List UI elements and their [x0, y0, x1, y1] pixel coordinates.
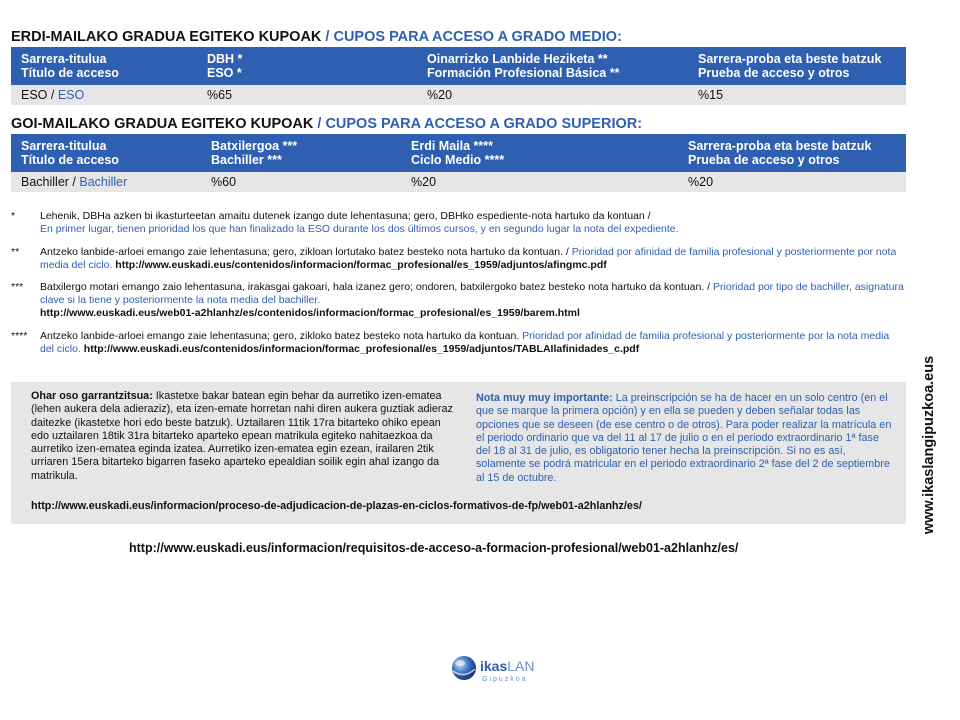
notice-es	[476, 392, 896, 485]
footnote-link[interactable]: http://www.euskadi.eus/web01-a2hlanhz/es/contenidos/informacion/formac_profesional/es_1959/barem.html	[40, 307, 580, 319]
notice-eu	[31, 390, 456, 483]
header-cell: Erdi Maila **** Ciclo Medio ****	[411, 139, 505, 167]
row-value: %20	[411, 175, 437, 189]
table-grado-superior	[11, 134, 906, 192]
header-cell: Sarrera-titulua Título de acceso	[21, 139, 119, 167]
notice-es-title: Nota muy muy importante:	[476, 392, 616, 404]
row-value: %60	[211, 175, 237, 189]
heading-eu: ERDI-MAILAKO GRADUA EGITEKO KUPOAK	[11, 29, 322, 45]
table-header	[11, 134, 906, 172]
footnote-link[interactable]: http://www.euskadi.eus/contenidos/informacion/formac_profesional/es_1959/adjuntos/afingmc.pdf	[115, 259, 607, 271]
table-row	[11, 172, 906, 192]
heading-grado-superior	[11, 116, 642, 132]
logo-subtitle: Gipuzkoa	[482, 676, 528, 683]
footnote-es: Prioridad por afinidad de familia profesional y posteriormente por nota media del ciclo.	[40, 246, 897, 271]
globe-icon	[450, 654, 478, 682]
notice-eu-title: Ohar oso garrantzitsua:	[31, 390, 156, 402]
footnote	[11, 330, 906, 356]
footnote-es: Prioridad por afinidad de familia profesional y posteriormente por la nota media del ciclo.	[40, 330, 890, 355]
adjudicacion-link[interactable]: http://www.euskadi.eus/informacion/proceso-de-adjudicacion-de-plazas-en-ciclos-formativos-de-fp/web01-a2hlanhz/es/	[31, 500, 642, 512]
heading-es: / CUPOS PARA ACCESO A GRADO MEDIO:	[321, 29, 622, 45]
footnote-mark: **	[11, 246, 20, 258]
footnote-es: Prioridad por tipo de bachiller, asignatura clave si la tiene y posteriormente la nota media del bachiller.	[40, 281, 904, 306]
notice-eu-text: Ikastetxe bakar batean egin behar da aurretiko izen-ematea (lehen aukera dela adieraziz), eta izen-emate horretan nahi diren aukera guztiak adieraz daitezke (ikastetxe hori edo beste batzuk). Uztailaren 11tik 17ra bitarteko ohiko epean edo uztailaren 18tik 31ra bitarteko aparteko epean matrikula egiteko nahitaezkoa da aurretiko izen-ematea eginda izatea. Aurretiko izen-ematea egin ezean, irailaren 2tik urriaren 15era bitarteko bigarren faseko aparteko epealdian soilik egin ahal izango da matrikula.	[31, 390, 453, 482]
row-title: Bachiller / Bachiller	[21, 175, 128, 189]
table-grado-medio	[11, 47, 906, 105]
row-title: ESO / ESO	[21, 88, 85, 102]
header-cell: Sarrera-titulua Título de acceso	[21, 52, 119, 80]
heading-es: / CUPOS PARA ACCESO A GRADO SUPERIOR:	[313, 116, 643, 132]
header-cell: Sarrera-proba eta beste batzuk Prueba de acceso y otros	[698, 52, 882, 80]
logo-wordmark: ikasLAN	[480, 658, 535, 674]
header-cell: Batxilergoa *** Bachiller ***	[211, 139, 298, 167]
footnote	[11, 246, 906, 272]
row-value: %15	[698, 88, 724, 102]
heading-eu: GOI-MAILAKO GRADUA EGITEKO KUPOAK	[11, 116, 314, 132]
row-value: %65	[207, 88, 233, 102]
footnote-eu: Batxilergo motari emango zaio lehentasuna, irakasgai gakoari, hala izanez gero; ondoren, batxilergoko batez besteko nota hartuko da kontuan. /	[40, 281, 714, 293]
header-cell: DBH * ESO *	[207, 52, 243, 80]
footnote-mark: ****	[11, 330, 28, 342]
table-header	[11, 47, 906, 85]
footnote-eu: Lehenik, DBHa azken bi ikasturteetan amaitu dutenek izango dute lehentasuna; gero, DBHko espediente-nota hartuko da kontuan /	[40, 210, 651, 222]
side-url-text: www.ikaslangipuzkoa.eus	[921, 355, 937, 535]
table-row	[11, 85, 906, 105]
heading-grado-medio	[11, 29, 622, 45]
footnote	[11, 281, 906, 320]
footnote-link[interactable]: http://www.euskadi.eus/contenidos/informacion/formac_profesional/es_1959/adjuntos/TABLAIlafinidades_c.pdf	[83, 343, 640, 355]
important-notice-box	[11, 382, 906, 524]
row-value: %20	[688, 175, 714, 189]
footnote-eu: Antzeko lanbide-arloei emango zaie lehentasuna; gero, zikloan lortutako batez besteko nota hartuko da kontuan. /	[40, 246, 572, 258]
notice-es-text: La preinscripción se ha de hacer en un solo centro (en el que se marque la primera opción) y en ella se pueden y deben señalar todas las opciones que se deseen (de ese centro o de otros). Para poder realizar la matrícula en el periodo ordinario que va del 11 al 17 de julio o en el periodo extraordinario 1ª fase del 18 al 31 de julio, es obligatorio tener hecha la preinscripción. Si no es así, solamente se podrá matricular en el periodo extraordinario 2ª fase del 2 de septiembre al 15 de octubre.	[476, 392, 892, 484]
header-cell: Oinarrizko Lanbide Heziketa ** Formación Profesional Básica **	[427, 52, 620, 80]
header-cell: Sarrera-proba eta beste batzuk Prueba de acceso y otros	[688, 139, 872, 167]
requisitos-link[interactable]: http://www.euskadi.eus/informacion/requisitos-de-acceso-a-formacion-profesional/web01-a2hlanhz/es/	[129, 541, 739, 555]
side-url	[918, 350, 940, 540]
footnote	[11, 210, 906, 236]
footnote-mark: *	[11, 210, 16, 222]
footnote-eu: Antzeko lanbide-arloei emango zaie lehentasuna; gero, zikloko batez besteko nota hartuko da kontuan.	[40, 330, 523, 342]
footnote-mark: ***	[11, 281, 24, 293]
footnote-es: En primer lugar, tienen prioridad los que han finalizado la ESO durante los dos últimos cursos, y en segundo lugar la nota del expediente.	[40, 223, 679, 235]
ikaslan-logo	[448, 652, 548, 690]
row-value: %20	[427, 88, 453, 102]
